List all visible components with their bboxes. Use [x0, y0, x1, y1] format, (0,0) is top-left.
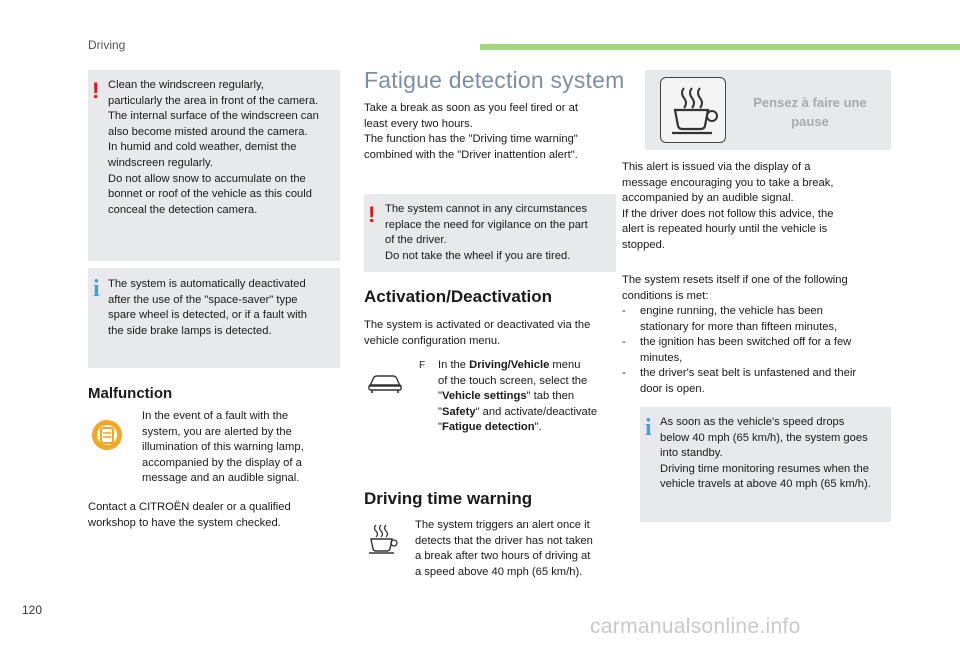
- warning-mark: !: [92, 78, 100, 103]
- step-text-part: " and activate/deactivate ": [438, 405, 598, 434]
- list-dash: -: [622, 367, 626, 380]
- warning-text-windscreen: Clean the windscreen regularly, particularly the area in front of the camera. The internal surface of the windscreen can also become misted around the camera. In humid and cold weather, demist the windscreen regularly. Do not allow snow to accumulate on the bonnet or roof of the vehicle as this could conceal the detection camera.: [108, 79, 319, 216]
- step-text-part: In the: [438, 359, 470, 371]
- coffee-cup-icon: [366, 522, 400, 556]
- step-bullet: F: [419, 360, 426, 371]
- warning-text-vigilance: The system cannot in any circumstances replace the need for vigilance on the part of the driver. Do not take the wheel if you are tired.: [385, 203, 588, 262]
- info-mark: i: [645, 415, 652, 441]
- list-dash: -: [622, 305, 626, 317]
- activation-heading: Activation/Deactivation: [364, 287, 552, 306]
- info-mark: i: [93, 276, 100, 302]
- list-item: [622, 366, 892, 397]
- section-accent-bar: [480, 44, 960, 50]
- activation-step-text: [438, 358, 616, 436]
- activation-text: The system is activated or deactivated via the vehicle configuration menu.: [364, 319, 591, 347]
- malfunction-heading: Malfunction: [88, 385, 173, 402]
- malfunction-text: In the event of a fault with the system, you are alerted by the illumination of this warning lamp, accompanied by the display of a message and an audible signal.: [142, 410, 304, 485]
- reset-conditions-list: [622, 304, 892, 398]
- item-fatigue-detection: Fatigue detection: [441, 421, 535, 434]
- coffee-cup-icon: [667, 83, 721, 137]
- list-item-text: the ignition has been switched off for a few minutes,: [640, 336, 852, 364]
- fatigue-warning-lamp-icon: [87, 415, 127, 455]
- page-number: 120: [22, 603, 43, 617]
- info-text-standby: As soon as the vehicle's speed drops below 40 mph (65 km/h), the system goes into standby. Driving time monitoring resumes when the vehicle travels at above 40 mph (65 km/h).: [660, 416, 871, 491]
- info-text-deactivation: The system is automatically deactivated after the use of the "space-saver" type spare wheel is detected, or if a fault with the side brake lamps is detected.: [108, 278, 307, 337]
- step-text-part: " tab then ": [438, 390, 575, 418]
- list-item: [622, 335, 892, 366]
- section-label: Driving: [88, 38, 126, 52]
- reset-intro-text: The system resets itself if one of the following conditions is met:: [622, 274, 848, 302]
- alert-description-text: This alert is issued via the display of a message encouraging you to take a break, accompanied by an audible signal. If the driver does not follow this advice, the alert is repeated hourly until the vehicle is stopped.: [622, 161, 834, 251]
- driving-time-warning-heading: Driving time warning: [364, 489, 533, 508]
- step-text-part: ".: [534, 421, 542, 434]
- car-outline-icon: [366, 370, 404, 394]
- warning-mark: !: [368, 202, 376, 227]
- tab-vehicle-settings: Vehicle settings: [441, 390, 527, 403]
- list-item-text: engine running, the vehicle has been stationary for more than fifteen minutes,: [640, 305, 838, 333]
- fatigue-intro-text: Take a break as soon as you feel tired or at least every two hours. The function has the "Driving time warning" combined with the "Driver inattention alert".: [364, 102, 578, 161]
- list-item-text: the driver's seat belt is unfastened and their door is open.: [640, 367, 857, 395]
- menu-driving-vehicle: Driving/Vehicle: [469, 359, 550, 371]
- fatigue-detection-heading: Fatigue detection system: [364, 67, 625, 93]
- alert-screen-message: Pensez à faire une pause: [753, 95, 867, 129]
- step-text-part: menu of the touch screen, select the ": [438, 359, 588, 403]
- watermark: carmanualsonline.info: [590, 615, 801, 638]
- list-item: [622, 304, 892, 335]
- contact-dealer-text: Contact a CITROËN dealer or a qualified workshop to have the system checked.: [88, 501, 291, 529]
- driving-time-warning-text: The system triggers an alert once it detects that the driver has not taken a break after two hours of driving at a speed above 40 mph (65 km/h).: [415, 519, 593, 578]
- list-dash: -: [622, 336, 626, 349]
- item-safety: Safety: [441, 405, 476, 418]
